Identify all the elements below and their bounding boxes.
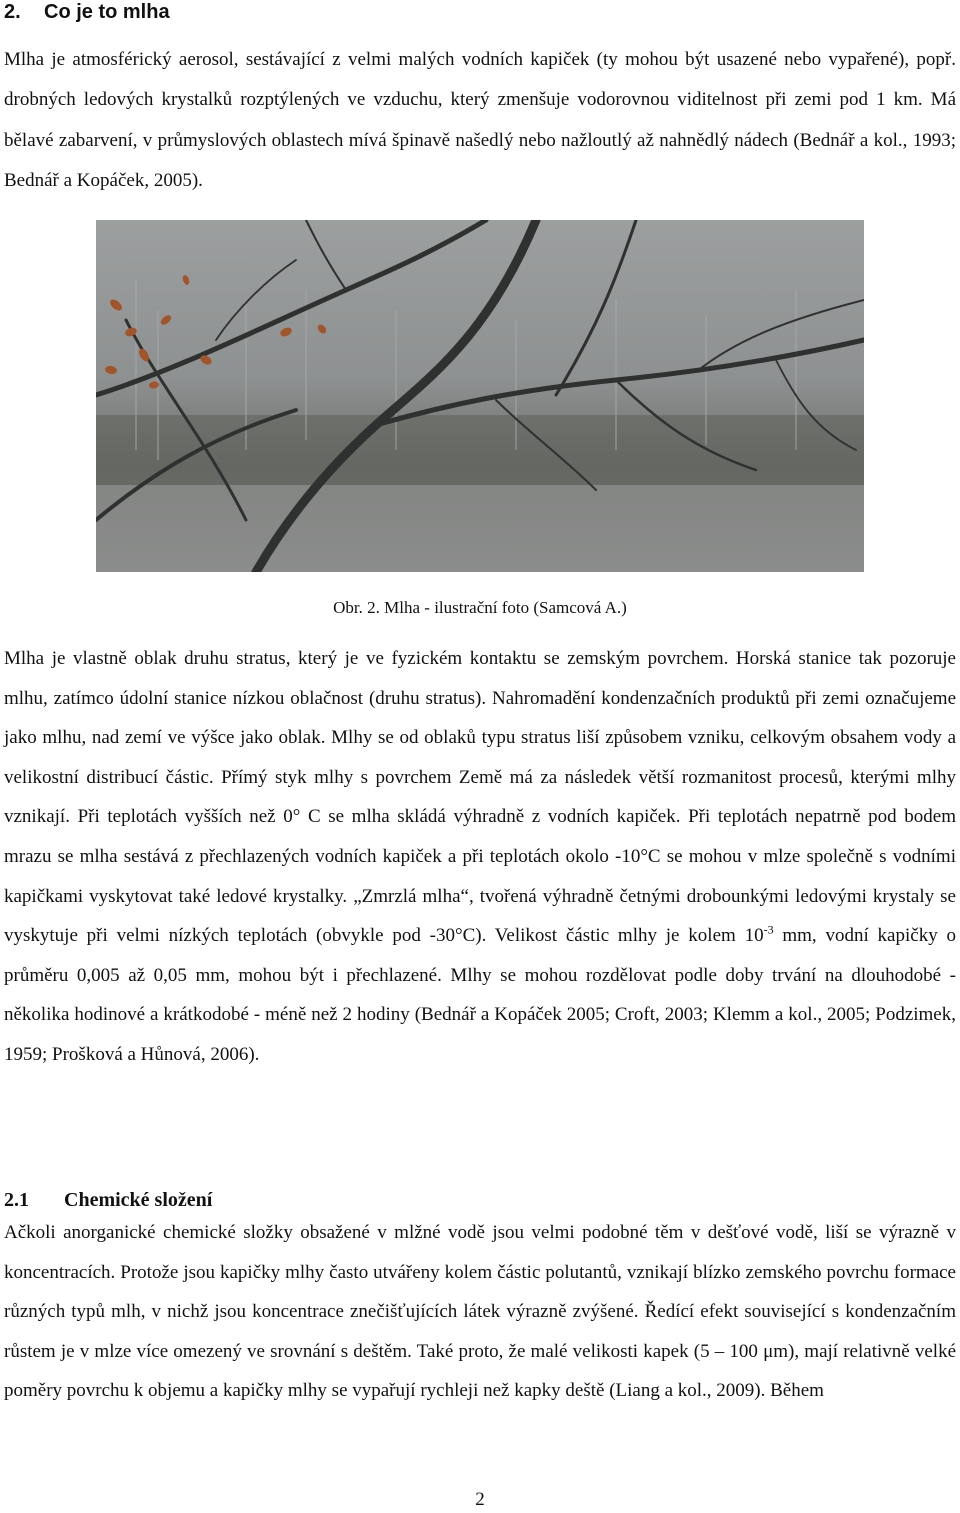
paragraph-fog-properties-part1: Mlha je vlastně oblak druhu stratus, který je ve fyzickém kontaktu se zemským povrchem. Horská stanice tak pozoruje mlhu, zatímco údolní stanice nízkou oblačnost (druhu stratus). Nahromadění kondenzačních produktů při zemi označujeme jako mlhu, nad zemí ve výšce jako oblak. Mlhy se od oblaků typu stratus liší způsobem vzniku, celkovým obsahem vody a velikostní distribucí částic. Přímý styk mlhy s povrchem Země má za následek větší rozmanitost procesů, kterými mlhy vznikají. Při teplotách vyšších než 0° C se mlha skládá výhradně z vodních kapiček. Při teplotách nepatrně pod bodem mrazu se mlha sestává z přechlazených vodních kapiček a při teplotách okolo -10°C se mohou v mlze společně s vodními kapičkami vyskytovat také ledové krystalky. „Zmrzlá mlha“, tvořená výhradně četnými drobounkými ledovými krystaly se vyskytuje při velmi nízkých teplotách (obvykle pod -30°C). Velikost částic mlhy je kolem 10	[4, 648, 956, 947]
paragraph-fog-properties	[4, 639, 956, 1075]
paragraph-fog-properties-part2: mm, vodní kapičky o průměru 0,005 až 0,05 mm, mohou být i přechlazené. Mlhy se mohou rozdělovat podle doby trvání na dlouhodobé - několika hodinové a krátkodobé - méně než 2 hodiny (Bednář a Kopáček 2005; Croft, 2003; Klemm a kol., 2005; Podzimek, 1959; Prošková a Hůnová, 2006).	[4, 925, 957, 1065]
paragraph-chemical-composition: Ačkoli anorganické chemické složky obsažené v mlžné vodě jsou velmi podobné těm v dešťové vodě, liší se výrazně v koncentracích. Protože jsou kapičky mlhy často utvářeny kolem částic polutantů, vznikají blízko zemského povrchu formace různých typů mlh, v nichž jsou koncentrace znečišťujících látek výrazně zvýšené. Ředící efekt související s kondenzačním růstem je v mlze více omezený ve srovnání s deštěm. Také proto, že malé velikosti kapek (5 – 100 μm), mají relativně velké poměry povrchu k objemu a kapičky mlhy se vypařují rychleji než kapky deště (Liang a kol., 2009). Během	[4, 1222, 956, 1402]
figure-caption: Obr. 2. Mlha - ilustrační foto (Samcová A.)	[333, 598, 627, 617]
section-title: Co je to mlha	[44, 1, 170, 23]
section-heading	[4, 0, 170, 24]
exponent: -3	[763, 922, 774, 937]
subsection-number: 2.1	[4, 1189, 29, 1211]
fog-photo	[96, 220, 864, 572]
subsection-title: Chemické složení	[64, 1189, 213, 1211]
paragraph-intro: Mlha je atmosférický aerosol, sestávající z velmi malých vodních kapiček (ty mohou být usazené nebo vypařené), popř. drobných ledových krystalků rozptýlených ve vzduchu, který zmenšuje vodorovnou viditelnost při zemi pod 1 km. Má bělavé zabarvení, v průmyslových oblastech mívá špinavě našedlý nebo nažloutlý až nahnědlý nádech (Bednář a kol., 1993; Bednář a Kopáček, 2005).	[4, 49, 956, 191]
section-number: 2.	[4, 1, 21, 23]
page-number: 2	[475, 1489, 485, 1510]
subsection-heading	[4, 1187, 212, 1213]
